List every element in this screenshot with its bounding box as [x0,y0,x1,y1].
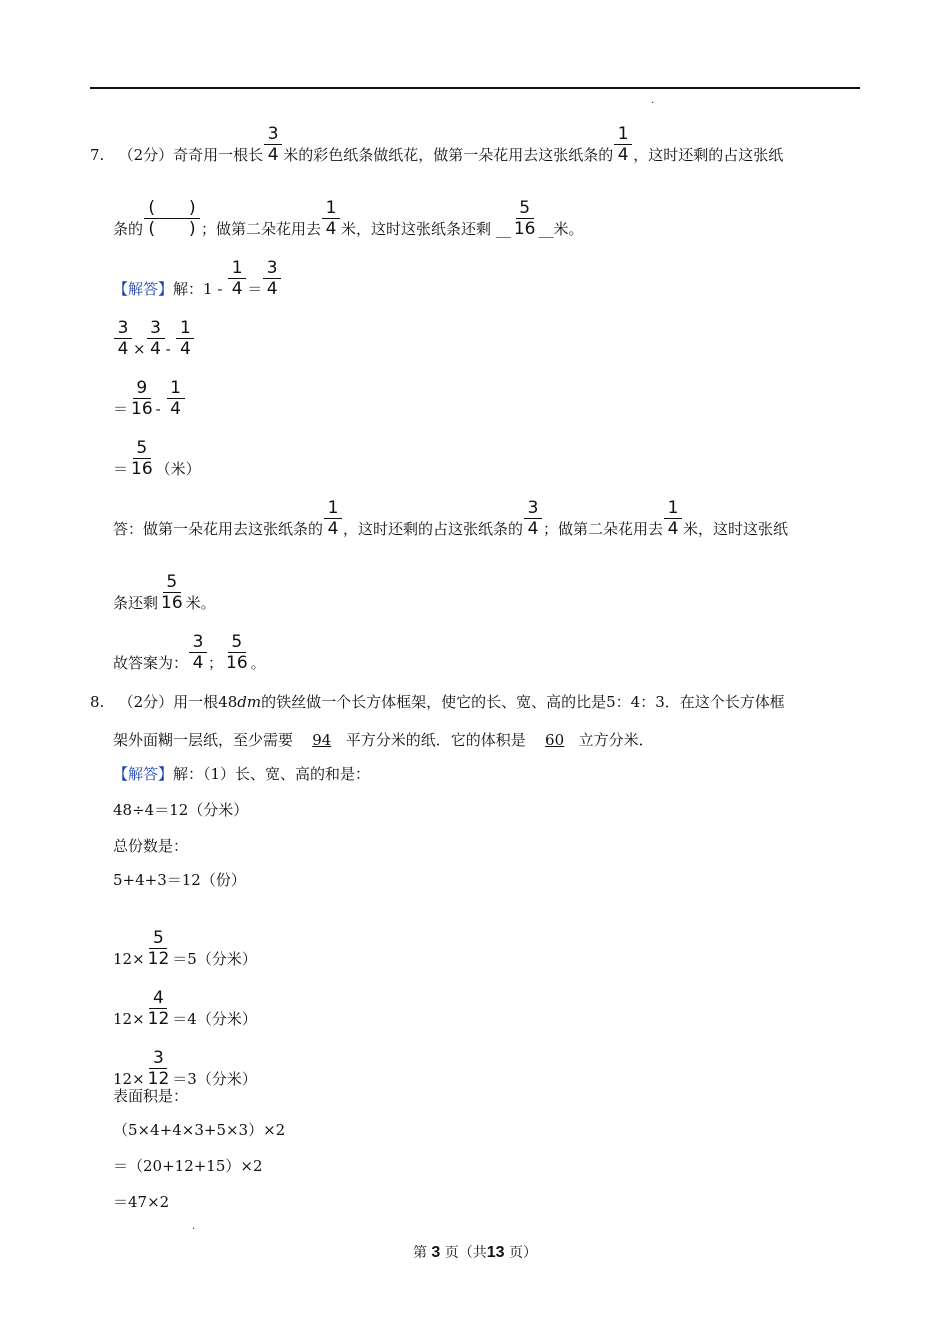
q7-score: （2分） [118,146,174,164]
math-text: - [165,340,171,358]
math-text: 5+4+3＝12（份） [113,871,246,889]
q7-text: 米。 [553,220,584,238]
math-text: × [133,340,146,358]
answer-text: ； [208,654,224,672]
q7-line-2 [113,198,583,239]
answer-text: ；做第二朵花用去 [543,520,664,538]
math-text: （5×4+4×3+5×3）×2 [113,1121,286,1139]
math-text: ＝47×2 [113,1193,170,1211]
answer-fraction: $\frac{5}{16}$ [513,198,536,239]
footer-dot: . [192,1221,196,1232]
fraction: $\frac{9}{16}$ [131,378,153,419]
q7-text: 米，这时这张纸条还剩 [341,220,492,238]
fraction: $\frac{1}{4}$ [176,318,194,359]
q8-score: （2分） [118,693,174,711]
page-footer [0,1242,950,1262]
answer-text: ，这时还剩的占这张纸条的 [343,520,524,538]
q7-final-answer [113,632,266,673]
q7-text: ，这时还剩的占这张纸 [633,146,784,164]
q7-text: 条的 [113,220,144,238]
q8-text: 架外面糊一层纸，至少需要 [113,731,294,749]
fraction: $\frac{5}{16}$ [161,572,183,613]
q7-solution-line-1 [113,258,282,299]
q7-solution-line-3 [113,378,186,419]
math-text: ＝（20+12+15）×2 [113,1157,263,1175]
q7-solution-line-4 [113,438,201,479]
footer-text: 页（共 [444,1245,487,1261]
q7-line-1 [90,124,783,165]
math-text: - [155,400,161,418]
answer-text: 。 [250,654,266,672]
q8-text: 48 [218,693,238,711]
q8-line-2 [113,730,654,750]
q8-solution-line [113,988,257,1029]
math-text: ＝5（分米） [172,950,257,968]
fraction: $\frac{1}{4}$ [664,498,682,539]
fraction: $\frac{4}{12}$ [147,988,170,1029]
q7-solution-line-2 [113,318,195,359]
math-text: ＝3（分米） [172,1070,257,1088]
answer-blank: 94 [312,731,332,749]
math-text: ＝ [113,460,129,478]
math-text: ＝ [113,400,129,418]
page-number: 3 [431,1244,441,1261]
q7-answer-line-1 [113,498,788,539]
q8-solution-line [113,870,246,890]
fraction: $\frac{5}{16}$ [226,632,248,673]
fraction: $\frac{1}{4}$ [322,198,340,239]
q8-solution-line [113,1048,257,1089]
q8-solution-line [113,928,257,969]
q8-number: 8. [90,693,105,711]
q8-solution-line [113,1086,188,1106]
q8-text: 立方分米． [578,731,654,749]
math-text: 12× [113,1010,145,1028]
q7-number: 7. [90,146,105,164]
q8-solution-line [113,836,188,856]
fraction: $\frac{5}{16}$ [131,438,153,479]
q8-line-1 [90,692,785,712]
header-rule [90,87,860,89]
math-text: 总份数是： [113,837,189,855]
q8-text: 用一根 [173,693,219,711]
fraction: $\frac{1}{4}$ [614,124,632,165]
answer-text: 米，这时这张纸 [683,520,789,538]
fraction: $\frac{1}{4}$ [324,498,342,539]
fraction: $\frac{3}{4}$ [189,632,207,673]
fraction: $\frac{3}{4}$ [524,498,542,539]
math-text: 12× [113,1070,145,1088]
fraction: $\frac{3}{12}$ [147,1048,170,1089]
q7-text: ；做第二朵花用去 [201,220,322,238]
footer-text: 页） [509,1245,538,1261]
footer-text: 第 [412,1245,427,1261]
q7-text: 奇奇用一根长 [173,146,264,164]
math-text: 表面积是： [113,1087,189,1105]
q8-text: 5：4：3．在这个长方体框 [606,693,785,711]
answer-blank: __ [538,220,554,238]
fraction: $\frac{5}{12}$ [147,928,170,969]
fraction: $\frac{1}{4}$ [228,258,246,299]
math-text: ＝4（分米） [172,1010,257,1028]
fraction: $\frac{1}{4}$ [167,378,185,419]
q8-solution-line [113,800,248,820]
q8-solution-line-1 [113,764,370,784]
q8-unit: dm [237,693,262,711]
answer-tag: 【解答】 [113,280,174,298]
solution-label: 解：（1）长、宽、高的和是： [173,765,371,783]
answer-text: 故答案为： [113,654,189,672]
q7-answer-line-2 [113,572,216,613]
math-text: 12× [113,950,145,968]
math-text: 48÷4＝12（分米） [113,801,249,819]
math-text: （米） [155,460,201,478]
q7-text: 米的彩色纸条做纸花，做第一朵花用去这张纸条的 [283,146,614,164]
solution-label: 解： [173,280,204,298]
q8-text: 的铁丝做一个长方体框架，使它的长、宽、高的比是 [261,693,607,711]
answer-blank: __ [495,220,511,238]
fraction: $\frac{3}{4}$ [147,318,165,359]
answer-blank: 60 [545,731,565,749]
q8-text: 平方分米的纸．它的体积是 [345,731,526,749]
math-text: 1 - [203,280,223,298]
answer-text: 条还剩 [113,594,159,612]
fraction: $\frac{3}{4}$ [114,318,132,359]
answer-text: 米。 [185,594,216,612]
fraction-blank: $\frac{( )}{( )}$ [144,198,200,239]
answer-tag: 【解答】 [113,765,174,783]
math-text: ＝ [247,280,263,298]
fraction: $\frac{3}{4}$ [263,258,281,299]
page-total: 13 [486,1244,505,1261]
answer-text: 答：做第一朵花用去这张纸条的 [113,520,324,538]
q8-solution-line [113,1156,263,1176]
q8-solution-line [113,1120,285,1140]
header-dot: . [651,95,655,106]
q8-solution-line [113,1192,169,1212]
fraction: $\frac{3}{4}$ [264,124,282,165]
